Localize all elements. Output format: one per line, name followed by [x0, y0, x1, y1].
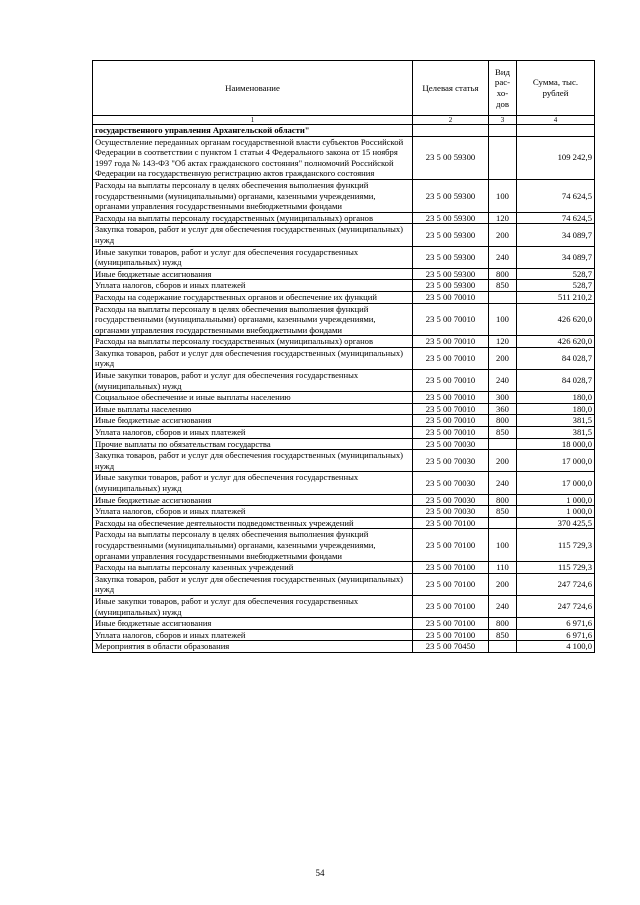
cell-sum: 34 089,7 [517, 224, 595, 246]
cell-target: 23 5 00 70030 [413, 506, 489, 518]
cell-sum: 528,7 [517, 280, 595, 292]
cell-sum: 18 000,0 [517, 438, 595, 450]
column-number: 1 [93, 116, 413, 125]
column-number-row [93, 116, 595, 125]
cell-kind: 800 [489, 618, 517, 630]
section-empty-cell [517, 125, 595, 137]
cell-kind: 850 [489, 629, 517, 641]
table-row [93, 562, 595, 574]
cell-sum: 1 000,0 [517, 506, 595, 518]
cell-sum: 1 000,0 [517, 494, 595, 506]
cell-sum: 17 000,0 [517, 472, 595, 494]
table-row [93, 517, 595, 529]
table-row [93, 438, 595, 450]
table-row [93, 427, 595, 439]
cell-kind: 110 [489, 562, 517, 574]
cell-sum: 6 971,6 [517, 618, 595, 630]
table-row [93, 506, 595, 518]
cell-name: Закупка товаров, работ и услуг для обеспечения государственных (муниципальных) нужд [93, 573, 413, 595]
cell-target: 23 5 00 59300 [413, 268, 489, 280]
cell-kind [489, 291, 517, 303]
cell-target: 23 5 00 70010 [413, 370, 489, 392]
cell-kind: 360 [489, 403, 517, 415]
cell-target: 23 5 00 59300 [413, 179, 489, 212]
cell-target: 23 5 00 59300 [413, 136, 489, 179]
section-empty-cell [413, 125, 489, 137]
cell-name: Социальное обеспечение и иные выплаты населению [93, 392, 413, 404]
section-title: государственного управления Архангельской области" [93, 125, 413, 137]
cell-target: 23 5 00 70010 [413, 347, 489, 369]
cell-target: 23 5 00 59300 [413, 224, 489, 246]
cell-target: 23 5 00 70100 [413, 618, 489, 630]
table-row [93, 403, 595, 415]
cell-name: Закупка товаров, работ и услуг для обеспечения государственных (муниципальных) нужд [93, 224, 413, 246]
cell-sum: 511 210,2 [517, 291, 595, 303]
table-row [93, 370, 595, 392]
table-row [93, 618, 595, 630]
cell-kind: 800 [489, 268, 517, 280]
cell-name: Иные бюджетные ассигнования [93, 618, 413, 630]
cell-sum: 115 729,3 [517, 562, 595, 574]
cell-sum: 426 620,0 [517, 336, 595, 348]
cell-kind [489, 517, 517, 529]
cell-target: 23 5 00 70450 [413, 641, 489, 653]
cell-name: Расходы на выплаты персоналу в целях обеспечения выполнения функций государственными (муниципальными) органами, казенными учреждениями, органами управления государственными внебюджетными фондами [93, 303, 413, 336]
header-row [93, 61, 595, 116]
cell-name: Уплата налогов, сборов и иных платежей [93, 629, 413, 641]
cell-sum: 180,0 [517, 403, 595, 415]
section-empty-cell [489, 125, 517, 137]
cell-name: Расходы на выплаты персоналу государственных (муниципальных) органов [93, 212, 413, 224]
cell-name: Иные выплаты населению [93, 403, 413, 415]
cell-sum: 84 028,7 [517, 370, 595, 392]
cell-sum: 370 425,5 [517, 517, 595, 529]
table-row [93, 246, 595, 268]
cell-sum: 109 242,9 [517, 136, 595, 179]
cell-target: 23 5 00 70100 [413, 529, 489, 562]
cell-target: 23 5 00 70010 [413, 291, 489, 303]
table-row [93, 212, 595, 224]
cell-sum: 381,5 [517, 415, 595, 427]
cell-kind [489, 438, 517, 450]
cell-target: 23 5 00 70100 [413, 562, 489, 574]
cell-name: Прочие выплаты по обязательствам государства [93, 438, 413, 450]
table-row [93, 224, 595, 246]
table-row [93, 450, 595, 472]
cell-sum: 247 724,6 [517, 573, 595, 595]
cell-name: Уплата налогов, сборов и иных платежей [93, 427, 413, 439]
cell-kind: 240 [489, 595, 517, 617]
cell-name: Расходы на выплаты персоналу в целях обеспечения выполнения функций государственными (муниципальными) органами, казенными учреждениями, органами управления государственными внебюджетными фондами [93, 529, 413, 562]
cell-kind: 120 [489, 336, 517, 348]
cell-target: 23 5 00 70100 [413, 629, 489, 641]
cell-kind: 200 [489, 224, 517, 246]
table-header [93, 61, 595, 116]
cell-target: 23 5 00 70010 [413, 415, 489, 427]
cell-name: Расходы на содержание государственных органов и обеспечение их функций [93, 291, 413, 303]
cell-target: 23 5 00 70100 [413, 595, 489, 617]
cell-name: Иные закупки товаров, работ и услуг для обеспечения государственных (муниципальных) нужд [93, 472, 413, 494]
column-number: 4 [517, 116, 595, 125]
table-row [93, 303, 595, 336]
cell-target: 23 5 00 70030 [413, 472, 489, 494]
table-row [93, 268, 595, 280]
budget-table [92, 60, 595, 653]
cell-name: Иные бюджетные ассигнования [93, 494, 413, 506]
table-row [93, 629, 595, 641]
cell-sum: 34 089,7 [517, 246, 595, 268]
header-target: Целевая статья [413, 61, 489, 116]
table-row [93, 336, 595, 348]
cell-name: Расходы на выплаты персоналу казенных учреждений [93, 562, 413, 574]
cell-kind: 240 [489, 472, 517, 494]
cell-kind: 850 [489, 427, 517, 439]
table-row [93, 573, 595, 595]
cell-kind: 850 [489, 280, 517, 292]
column-number: 2 [413, 116, 489, 125]
cell-sum: 4 100,0 [517, 641, 595, 653]
table-row [93, 347, 595, 369]
table-row [93, 415, 595, 427]
column-number: 3 [489, 116, 517, 125]
cell-sum: 381,5 [517, 427, 595, 439]
section-row [93, 125, 595, 137]
cell-name: Закупка товаров, работ и услуг для обеспечения государственных (муниципальных) нужд [93, 450, 413, 472]
cell-sum: 115 729,3 [517, 529, 595, 562]
cell-sum: 84 028,7 [517, 347, 595, 369]
cell-sum: 528,7 [517, 268, 595, 280]
cell-sum: 74 624,5 [517, 179, 595, 212]
cell-target: 23 5 00 70010 [413, 403, 489, 415]
cell-sum: 74 624,5 [517, 212, 595, 224]
cell-kind: 240 [489, 246, 517, 268]
cell-kind: 100 [489, 303, 517, 336]
cell-name: Расходы на обеспечение деятельности подведомственных учреждений [93, 517, 413, 529]
cell-name: Закупка товаров, работ и услуг для обеспечения государственных (муниципальных) нужд [93, 347, 413, 369]
cell-sum: 247 724,6 [517, 595, 595, 617]
table-row [93, 136, 595, 179]
cell-target: 23 5 00 70030 [413, 450, 489, 472]
table-body [93, 116, 595, 653]
cell-target: 23 5 00 70030 [413, 494, 489, 506]
cell-target: 23 5 00 70030 [413, 438, 489, 450]
cell-kind: 200 [489, 347, 517, 369]
table-row [93, 529, 595, 562]
cell-kind: 850 [489, 506, 517, 518]
cell-kind: 100 [489, 529, 517, 562]
cell-name: Расходы на выплаты персоналу государственных (муниципальных) органов [93, 336, 413, 348]
cell-kind: 800 [489, 494, 517, 506]
cell-sum: 426 620,0 [517, 303, 595, 336]
cell-name: Иные бюджетные ассигнования [93, 268, 413, 280]
cell-name: Расходы на выплаты персоналу в целях обеспечения выполнения функций государственными (муниципальными) органами, казенными учреждениями, органами управления государственными внебюджетными фондами [93, 179, 413, 212]
cell-target: 23 5 00 70010 [413, 427, 489, 439]
header-sum: Сумма, тыс. рублей [517, 61, 595, 116]
cell-kind: 300 [489, 392, 517, 404]
cell-name: Мероприятия в области образования [93, 641, 413, 653]
cell-target: 23 5 00 59300 [413, 280, 489, 292]
cell-name: Иные закупки товаров, работ и услуг для обеспечения государственных (муниципальных) нужд [93, 246, 413, 268]
table-row [93, 641, 595, 653]
table-row [93, 595, 595, 617]
table-row [93, 472, 595, 494]
cell-target: 23 5 00 70100 [413, 517, 489, 529]
cell-kind: 100 [489, 179, 517, 212]
cell-name: Иные закупки товаров, работ и услуг для обеспечения государственных (муниципальных) нужд [93, 595, 413, 617]
cell-name: Иные закупки товаров, работ и услуг для обеспечения государственных (муниципальных) нужд [93, 370, 413, 392]
cell-name: Иные бюджетные ассигнования [93, 415, 413, 427]
cell-target: 23 5 00 70010 [413, 303, 489, 336]
cell-kind: 200 [489, 450, 517, 472]
header-name: Наименование [93, 61, 413, 116]
table-row [93, 179, 595, 212]
cell-name: Осуществление переданных органам государственной власти субъектов Российской Федерации в соответствии с пунктом 1 статьи 4 Федерального закона от 15 ноября 1997 года № 143-ФЗ "Об актах гражданского состояния" полномочий Российской Федерации на государственную регистрацию актов гражданского состояния [93, 136, 413, 179]
cell-kind: 800 [489, 415, 517, 427]
cell-kind [489, 641, 517, 653]
cell-name: Уплата налогов, сборов и иных платежей [93, 506, 413, 518]
cell-kind: 240 [489, 370, 517, 392]
page-number: 54 [315, 868, 325, 878]
cell-kind: 200 [489, 573, 517, 595]
cell-name: Уплата налогов, сборов и иных платежей [93, 280, 413, 292]
table-row [93, 291, 595, 303]
cell-target: 23 5 00 59300 [413, 246, 489, 268]
cell-kind [489, 136, 517, 179]
table-row [93, 392, 595, 404]
table-row [93, 280, 595, 292]
cell-target: 23 5 00 59300 [413, 212, 489, 224]
cell-target: 23 5 00 70010 [413, 392, 489, 404]
cell-target: 23 5 00 70100 [413, 573, 489, 595]
cell-target: 23 5 00 70010 [413, 336, 489, 348]
cell-sum: 180,0 [517, 392, 595, 404]
cell-sum: 6 971,6 [517, 629, 595, 641]
table-row [93, 494, 595, 506]
cell-kind: 120 [489, 212, 517, 224]
header-kind: Вид рас- хо- дов [489, 61, 517, 116]
cell-sum: 17 000,0 [517, 450, 595, 472]
